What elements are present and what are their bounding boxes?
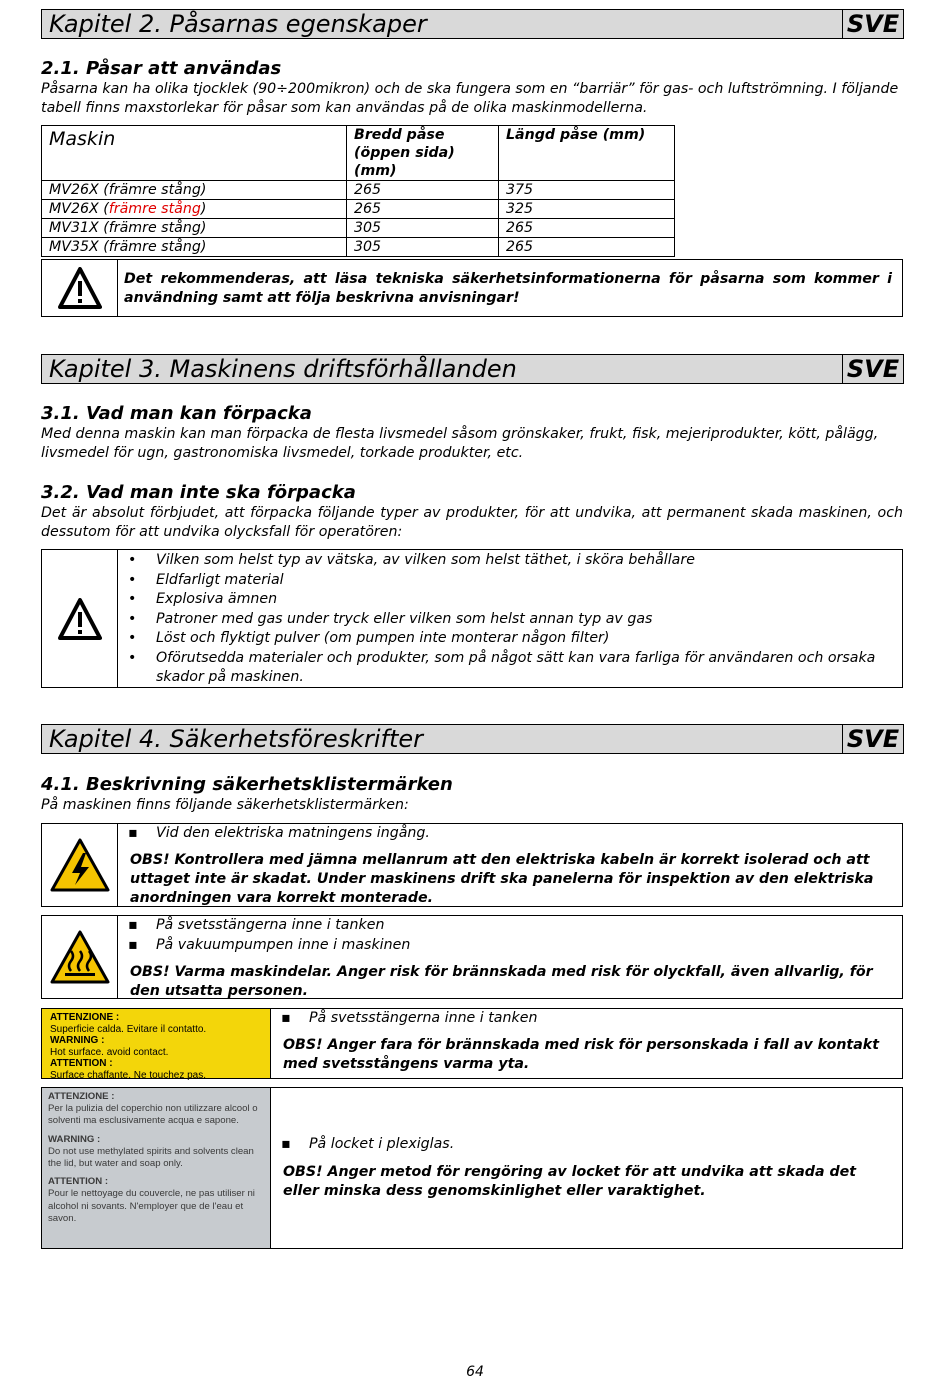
table-row bbox=[42, 238, 675, 257]
list-item-text: På locket i plexiglas. bbox=[309, 1136, 455, 1152]
warning-triangle-icon bbox=[42, 550, 118, 687]
table-header: Bredd påse (öppen sida) (mm) bbox=[347, 126, 499, 181]
label-heading: ATTENTION : bbox=[48, 1176, 109, 1188]
width-cell: 305 bbox=[347, 219, 499, 238]
table-row bbox=[42, 181, 675, 200]
bullet-icon: • bbox=[128, 649, 137, 666]
list-item-text: På svetsstängerna inne i tanken bbox=[156, 917, 385, 933]
label-heading: WARNING : bbox=[50, 1035, 105, 1046]
table-row bbox=[42, 200, 675, 219]
sticker-electrical bbox=[41, 823, 903, 907]
section-text: Påsarna kan ha olika tjocklek (90÷200mikron) och de ska fungera som en “barriär” för gas- och luftströmning. I följande tabell finns maxstorlekar för påsar som kan användas på de olika maskinmodellerna. bbox=[41, 81, 899, 116]
label-text: Do not use methylated spirits and solvents clean the lid, but water and soap only. bbox=[48, 1145, 254, 1170]
sticker-hot-surface bbox=[41, 915, 903, 999]
label-text: Per la pulizia del coperchio non utilizzare alcool o solventi ma esclusivamente acqua e sapone. bbox=[48, 1103, 258, 1127]
bullet-icon: • bbox=[128, 552, 137, 568]
list-item bbox=[118, 824, 892, 844]
bullet-icon: ▪ bbox=[128, 917, 138, 933]
width-cell: 265 bbox=[347, 181, 499, 200]
list-item-text: Explosiva ämnen bbox=[156, 591, 278, 607]
bullet-icon: • bbox=[128, 630, 137, 646]
page-number: 64 bbox=[466, 1364, 484, 1380]
chapter-3-header bbox=[41, 354, 904, 384]
hot-surface-label-image bbox=[42, 1009, 271, 1081]
machine-cell: MV26X (främre stång) bbox=[42, 181, 347, 200]
list-item bbox=[118, 649, 892, 688]
sticker-lid bbox=[41, 1087, 903, 1249]
chapter-title: Kapitel 4. Säkerhetsföreskrifter bbox=[42, 725, 843, 753]
chapter-title: Kapitel 2. Påsarnas egenskaper bbox=[42, 10, 843, 38]
sticker-location-list bbox=[118, 824, 892, 844]
list-item bbox=[118, 551, 892, 571]
sticker-location-list bbox=[271, 1135, 892, 1155]
table-header: Maskin bbox=[42, 126, 347, 181]
machine-model: MV26X bbox=[49, 201, 99, 217]
label-text: Hot surface. avoid contact. bbox=[50, 1046, 169, 1058]
bullet-icon: • bbox=[128, 610, 137, 627]
prohibited-items-list bbox=[118, 551, 892, 688]
list-item bbox=[118, 571, 892, 591]
bullet-icon: ▪ bbox=[281, 1010, 291, 1026]
prohibited-items-box bbox=[41, 549, 903, 688]
warning-box bbox=[41, 259, 903, 317]
table-row bbox=[42, 219, 675, 238]
sticker-location-list bbox=[118, 916, 892, 955]
table-header: Längd påse (mm) bbox=[499, 126, 675, 181]
label-text: Pour le nettoyage du couvercle, ne pas utiliser ni alcohol ni sovants. N'employer que de l'eau et savon. bbox=[48, 1188, 255, 1224]
obs-text: OBS! Varma maskindelar. Anger risk för brännskada med risk för olyckfall, även allvarlig, för den utsatta personen. bbox=[130, 964, 873, 999]
label-heading: WARNING : bbox=[48, 1133, 101, 1145]
machine-note: främre stång bbox=[108, 239, 201, 255]
list-item-text: Oförutsedda materialer och produkter, som på något sätt kan vara farliga för användaren och orsaka skador på maskinen. bbox=[156, 649, 876, 685]
section-heading: 3.2. Vad man inte ska förpacka bbox=[41, 482, 356, 503]
bullet-icon: • bbox=[128, 571, 137, 588]
label-text: Surface chaffante. Ne touchez pas. bbox=[50, 1069, 207, 1081]
list-item-text: Patroner med gas under tryck eller vilken som helst annan typ av gas bbox=[156, 610, 653, 627]
list-item-text: Vid den elektriska matningens ingång. bbox=[156, 825, 430, 841]
section-heading: 4.1. Beskrivning säkerhetsklistermärken bbox=[41, 774, 453, 795]
language-tag: SVE bbox=[843, 10, 903, 38]
label-heading: ATTENZIONE : bbox=[50, 1012, 120, 1023]
electrical-hazard-icon bbox=[42, 824, 118, 906]
obs-text: OBS! Anger fara för brännskada med risk för personskada i fall av kontakt med svetsstångens varma yta. bbox=[283, 1036, 880, 1072]
sticker-weld-bar bbox=[41, 1008, 903, 1079]
lid-cleaning-label-image bbox=[42, 1088, 271, 1248]
label-text: Superficie calda. Evitare il contatto. bbox=[50, 1023, 207, 1035]
bullet-icon: • bbox=[128, 591, 137, 607]
bag-size-table bbox=[41, 125, 675, 257]
machine-model: MV35X bbox=[49, 239, 99, 255]
list-item bbox=[118, 916, 892, 936]
width-cell: 305 bbox=[347, 238, 499, 257]
machine-cell: MV31X (främre stång) bbox=[42, 219, 347, 238]
list-item bbox=[118, 610, 892, 630]
list-item-text: På vakuumpumpen inne i maskinen bbox=[156, 936, 411, 953]
list-item bbox=[118, 590, 892, 610]
machine-note: främre stång bbox=[108, 220, 201, 236]
section-heading: 2.1. Påsar att användas bbox=[41, 58, 282, 79]
hot-surface-icon bbox=[42, 916, 118, 998]
list-item bbox=[118, 629, 892, 649]
bullet-icon: ▪ bbox=[128, 936, 138, 953]
length-cell: 265 bbox=[499, 219, 675, 238]
obs-text: OBS! Anger metod för rengöring av locket för att undvika att skada det eller minska dess genomskinlighet eller varaktighet. bbox=[283, 1163, 857, 1199]
language-tag: SVE bbox=[843, 725, 903, 753]
section-text: Med denna maskin kan man förpacka de flesta livsmedel såsom grönskaker, frukt, fisk, mejeriprodukter, kött, pålägg, livsmedel för ugn, gastronomiska livsmedel, torkade produkter, etc. bbox=[41, 426, 879, 461]
machine-note: främre stång bbox=[108, 182, 201, 198]
length-cell: 265 bbox=[499, 238, 675, 257]
machine-cell: MV26X (främre stång) bbox=[42, 200, 347, 219]
chapter-2-header bbox=[41, 9, 904, 39]
list-item bbox=[118, 936, 892, 956]
machine-note: främre stång bbox=[108, 201, 201, 217]
chapter-4-header bbox=[41, 724, 904, 754]
length-cell: 375 bbox=[499, 181, 675, 200]
list-item-text: Löst och flyktigt pulver (om pumpen inte monterar någon filter) bbox=[156, 630, 610, 646]
machine-model: MV31X bbox=[49, 220, 99, 236]
section-text: Det är absolut förbjudet, att förpacka följande typer av produkter, för att undvika, att permanent skada maskinen, och dessutom för att undvika olycksfall för operatören: bbox=[41, 505, 903, 540]
label-heading: ATTENTION : bbox=[50, 1058, 113, 1069]
machine-cell: MV35X (främre stång) bbox=[42, 238, 347, 257]
width-cell: 265 bbox=[347, 200, 499, 219]
list-item-text: Vilken som helst typ av vätska, av vilken som helst täthet, i sköra behållare bbox=[156, 552, 695, 568]
warning-text: Det rekommenderas, att läsa tekniska säkerhetsinformationerna för påsarna som kommer i användning samt att följa beskrivna anvisningar! bbox=[124, 271, 892, 306]
label-heading: ATTENZIONE : bbox=[48, 1091, 115, 1102]
language-tag: SVE bbox=[843, 355, 903, 383]
chapter-title: Kapitel 3. Maskinens driftsförhållanden bbox=[42, 355, 843, 383]
section-text: På maskinen finns följande säkerhetsklistermärken: bbox=[41, 797, 409, 813]
sticker-location-list bbox=[271, 1009, 892, 1029]
obs-text: OBS! Kontrollera med jämna mellanrum att den elektriska kabeln är korrekt isolerad och att uttaget inte är skadat. Under maskinens drift ska panelerna för inspektion av den elektriska anordningen vara korrekt monterade. bbox=[130, 851, 874, 906]
length-cell: 325 bbox=[499, 200, 675, 219]
machine-model: MV26X bbox=[49, 182, 99, 198]
list-item-text: På svetsstängerna inne i tanken bbox=[309, 1010, 538, 1026]
list-item bbox=[271, 1009, 892, 1029]
bullet-icon: ▪ bbox=[281, 1136, 291, 1152]
section-heading: 3.1. Vad man kan förpacka bbox=[41, 403, 312, 424]
list-item-text: Eldfarligt material bbox=[156, 571, 284, 588]
warning-triangle-icon bbox=[42, 260, 118, 316]
bullet-icon: ▪ bbox=[128, 825, 138, 841]
list-item bbox=[271, 1135, 892, 1155]
